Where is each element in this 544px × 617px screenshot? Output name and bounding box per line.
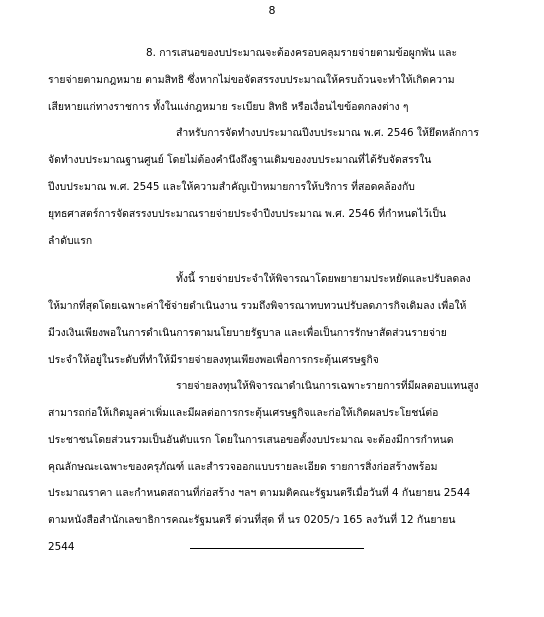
text-line: ตามหนังสือสำนักเลขาธิการคณะรัฐมนตรี ด่วนที่สุด ที่ นร 0205/ว 165 ลงวันที่ 12 กันยายน [48, 514, 456, 526]
text-line: สามารถก่อให้เกิดมูลค่าเพิ่มและมีผลต่อการกระตุ้นเศรษฐกิจและก่อให้เกิดผลประโยชน์ต่อ [48, 407, 439, 419]
footer-divider [190, 548, 364, 549]
text-line: ปีงบประมาณ พ.ศ. 2545 และให้ความสำคัญเป้าหมายการให้บริการ ที่สอดคล้องกับ [48, 181, 415, 193]
text-line: รายจ่ายลงทุนให้พิจารณาดำเนินการเฉพาะรายการที่มีผลตอบแทนสูง [176, 380, 479, 392]
text-line: คุณลักษณะเฉพาะของครุภัณฑ์ และสำรวจออกแบบรายละเอียด รายการสิ่งก่อสร้างพร้อม [48, 461, 438, 473]
text-line: ประจำให้อยู่ในระดับที่ทำให้มีรายจ่ายลงทุนเพียงพอเพื่อการกระตุ้นเศรษฐกิจ [48, 354, 379, 366]
text-line: ยุทธศาสตร์การจัดสรรงบประมาณรายจ่ายประจำปีงบประมาณ พ.ศ. 2546 ที่กำหนดไว้เป็น [48, 208, 447, 220]
text-line: ให้มากที่สุดโดยเฉพาะค่าใช้จ่ายดำเนินงาน รวมถึงพิจารณาทบทวนปรับลดภารกิจเดิมลง เพื่อให้ [48, 300, 467, 312]
text-line: สำหรับการจัดทำงบประมาณปีงบประมาณ พ.ศ. 2546 ให้ยึดหลักการ [176, 127, 479, 139]
text-line: ประมาณราคา และกำหนดสถานที่ก่อสร้าง ฯลฯ ตามมติคณะรัฐมนตรีเมื่อวันที่ 4 กันยายน 2544 [48, 487, 471, 499]
text-line: เสียหายแก่ทางราชการ ทั้งในแง่กฎหมาย ระเบียบ สิทธิ หรือเงื่อนไขข้อตกลงต่าง ๆ [48, 101, 409, 113]
text-line: ทั้งนี้ รายจ่ายประจำให้พิจารณาโดยพยายามประหยัดและปรับลดลง [176, 273, 471, 285]
text-line: รายจ่ายตามกฎหมาย ตามสิทธิ ซึ่งหากไม่ขอจัดสรรงบประมาณให้ครบถ้วนจะทำให้เกิดความ [48, 74, 455, 86]
text-line: จัดทำงบประมาณฐานศูนย์ โดยไม่ต้องคำนึงถึงฐานเดิมของงบประมาณที่ได้รับจัดสรรใน [48, 154, 432, 166]
text-line: 8. การเสนอของบประมาณจะต้องครอบคลุมรายจ่ายตามข้อผูกพัน และ [146, 47, 458, 59]
page-number: 8 [268, 4, 276, 17]
text-line: ลำดับแรก [48, 235, 93, 247]
text-line: มีวงเงินเพียงพอในการดำเนินการตามนโยบายรัฐบาล และเพื่อเป็นการรักษาสัดส่วนรายจ่าย [48, 327, 447, 339]
text-line: 2544 [48, 541, 75, 553]
text-line: ประชาชนโดยส่วนรวมเป็นอันดับแรก โดยในการเสนอขอตั้งงบประมาณ จะต้องมีการกำหนด [48, 434, 454, 446]
